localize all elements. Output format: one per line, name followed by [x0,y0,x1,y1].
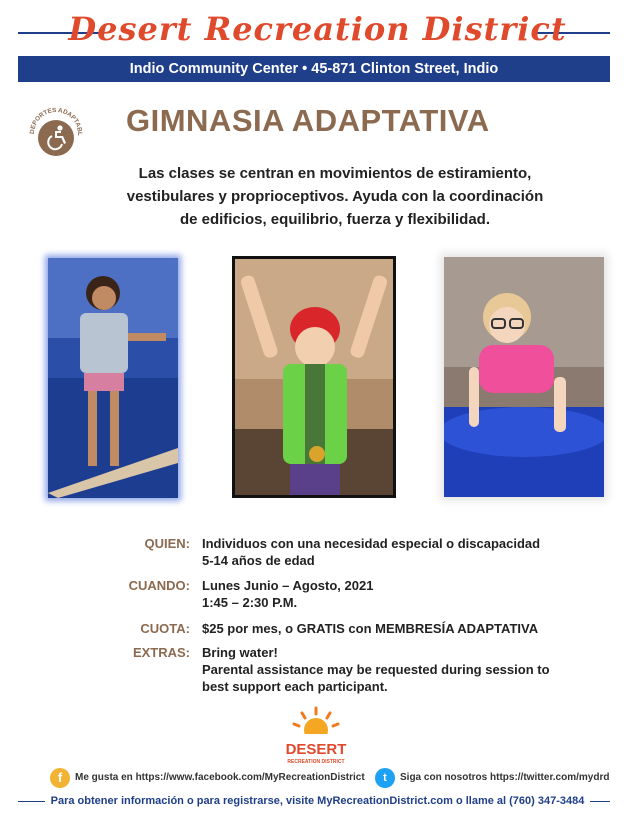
photo-child-on-mat [444,257,604,497]
label-extras: EXTRAS: [132,645,190,660]
program-description [90,162,580,231]
program-title: GIMNASIA ADAPTATIVA [126,103,490,138]
detail-line: 1:45 – 2:30 P.M. [202,595,298,610]
value-quien [202,535,540,569]
facebook-icon[interactable]: f [50,768,70,788]
value-cuota [202,620,538,637]
organization-title: Desert Recreation District [68,10,567,48]
facebook-link-text[interactable]: Me gusta en https://www.facebook.com/MyRecreationDistrict [75,772,365,783]
detail-line: Lunes Junio – Agosto, 2021 [202,578,374,593]
description-line: Las clases se centran en movimientos de estiramiento, [138,165,532,182]
description-line: vestibulares y proprioceptivos. Ayuda con la coordinación [126,188,544,205]
logo-sub: RECREATION DISTRICT [287,759,345,765]
photo-child-balance-beam [48,258,178,498]
logo-name: DESERT [285,741,347,758]
detail-line: Parental assistance may be requested during session to [202,662,550,677]
label-cuota: CUOTA: [140,621,190,636]
label-quien: QUIEN: [144,536,190,551]
detail-line: Bring water! [202,645,278,660]
detail-line: best support each participant. [202,679,388,694]
desert-recreation-logo [272,704,360,768]
badge-text: DEPORTES ADAPTABL [28,106,84,136]
sun-icon [294,708,338,742]
photo-child-arms-raised [232,256,396,498]
detail-line: Individuos con una necesidad especial o discapacidad [202,536,541,551]
twitter-icon[interactable]: t [375,768,395,788]
label-cuando: CUANDO: [128,578,190,593]
description-line: de edificios, equilibrio, fuerza y flexibilidad. [179,211,491,228]
adaptive-recreation-badge [20,98,92,170]
location-bar: Indio Community Center • 45-871 Clinton Street, Indio [18,56,610,82]
detail-line: 5-14 años de edad [202,553,315,568]
value-extras [202,644,550,695]
value-cuando [202,577,373,611]
detail-line: $25 por mes, o GRATIS con MEMBRESÍA ADAPTATIVA [202,621,539,636]
twitter-link-text[interactable]: Siga con nosotros https://twitter.com/mydrd [400,772,610,783]
footer-text: Para obtener información o para registrarse, visite MyRecreationDistrict.com o llame al (760) 347-3484 [45,795,591,807]
footer-contact [0,795,635,807]
